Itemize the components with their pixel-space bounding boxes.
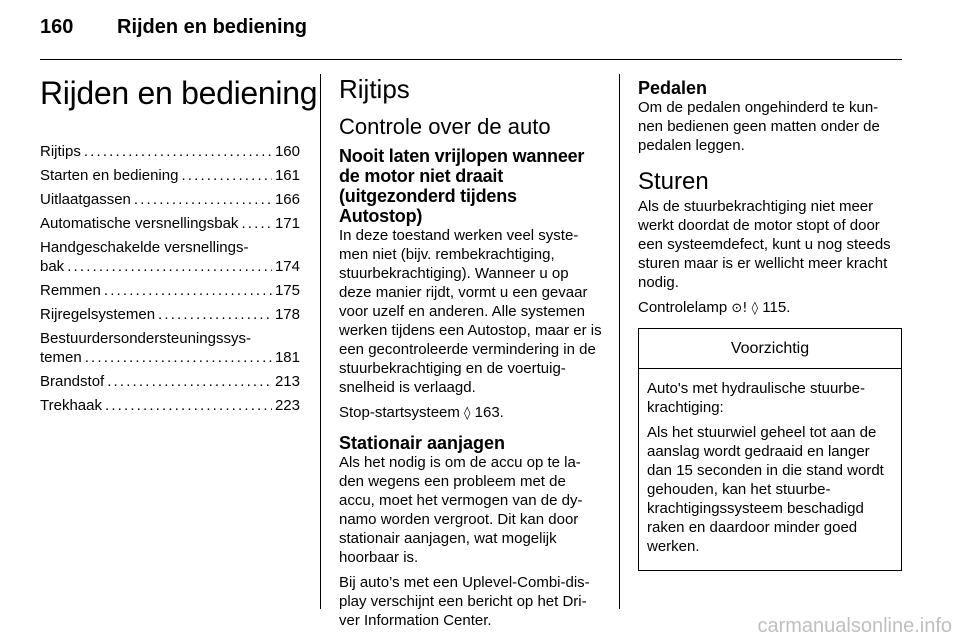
controls-column [638,66,902,571]
heading-idle-boost: Stationair aanjagen [339,433,506,453]
toc-page: 175 [274,282,300,299]
toc-leader [84,142,272,161]
toc-label: Starten en bediening [40,167,179,184]
header-rule [40,59,902,60]
toc-row [40,372,300,391]
toc-entry[interactable] [40,190,300,209]
toc-row [40,257,300,276]
toc-row [40,190,300,209]
indicator-label: Controlelamp [638,299,728,316]
steering-warning-icon: ⊙! [731,301,748,316]
toc-label-line: Bestuurdersondersteuningssys- [40,330,251,347]
chapter-title: Rijden en bediening [40,75,318,111]
toc-page: 174 [274,258,300,275]
heading-steering: Sturen [638,168,709,195]
toc-entry[interactable] [40,214,300,233]
caution-box [638,328,902,571]
section-title: Rijtips [339,74,410,104]
toc-entry[interactable] [40,238,300,276]
caution-text: Auto's met hydraulische stuurbe-krachtiging: [647,380,865,416]
running-header: Rijden en bediening [117,16,308,38]
toc-leader [134,190,272,209]
reference-page: 163. [474,404,504,421]
toc-leader [158,305,272,324]
toc-label: Remmen [40,282,101,299]
toc-label: Automatische versnellingsbak [40,215,239,232]
toc-label: Trekhaak [40,397,102,414]
toc-leader [85,348,272,367]
subsection-title: Controle over de auto [339,114,551,139]
toc-entry[interactable] [40,372,300,391]
watermark: carmanualsonline.info [757,615,952,637]
column-divider-2 [619,74,620,609]
toc-page: 171 [274,215,300,232]
toc-label: Uitlaatgassen [40,191,131,208]
caution-title: Voorzichtig [639,329,901,369]
toc-leader [107,372,272,391]
rijtips-column [339,66,603,636]
toc-leader [67,257,272,276]
reference-page: 115. [762,299,791,316]
cross-reference[interactable] [339,403,603,423]
table-of-contents [40,142,300,415]
toc-leader [181,166,272,185]
toc-label: bak [40,258,65,275]
caution-text: Als het stuurwiel geheel tot aan de aanslag wordt gedraaid en langer dan 15 seconden in die stand wordt gehouden, kan het stuurbe-krachtigingssysteem beschadigd raken en daardoor minder goed werken. [647,424,884,555]
toc-row [40,348,300,367]
toc-entry[interactable] [40,396,300,415]
toc-entry[interactable] [40,142,300,161]
heading-pedals: Pedalen [638,78,708,98]
reference-label: Stop-startsysteem [339,404,460,421]
paragraph: Bij auto’s met een Uplevel-Combi-dis-play verschijnt een bericht op het Dri-ver Information Center. [339,574,590,629]
toc-label: Rijregelsystemen [40,306,156,323]
toc-entry[interactable] [40,166,300,185]
toc-page: 213 [274,373,300,390]
toc-row [40,305,300,324]
paragraph: Als de stuurbekrachtiging niet meer werkt doordat de motor stopt of door een systeemdefect, kunt u nog steeds sturen maar is er wellicht meer kracht nodig. [638,198,891,291]
toc-page: 223 [274,397,300,414]
toc-page: 181 [274,349,300,366]
toc-leader [104,281,272,300]
toc-label: Brandstof [40,373,105,390]
toc-leader [241,214,272,233]
toc-entry[interactable] [40,281,300,300]
toc-label-line: Handgeschakelde versnellings- [40,239,249,256]
toc-page: 178 [274,306,300,323]
paragraph: In deze toestand werken veel syste-men niet (bijv. rembekrachtiging, stuurbekrachtiging). Wanneer u op deze manier rijdt, vormt u een gevaar voor uzelf en anderen. Alle systemen werken tijdens een Autostop, maar er is een gecontroleerde vermindering in de stuurbekrachtiging en de voertuig-snelheid is verlaagd. [339,227,602,396]
toc-page: 160 [274,143,300,160]
heading-freewheel: Nooit laten vrijlopen wanneer de motor niet draait (uitgezonderd tijdens Autostop) [339,146,585,226]
page-reference-icon: ◊ [751,301,759,316]
paragraph: Als het nodig is om de accu op te la-den wegens een probleem met de accu, moet het vermogen van de dy-namo worden vergroot. Dit kan door stationair aanjagen, wat mogelijk hoorbaar is. [339,454,583,566]
toc-row [40,396,300,415]
column-divider-1 [320,74,321,609]
toc-leader [105,396,272,415]
page-number: 160 [40,16,74,38]
page-reference-icon: ◊ [464,406,471,421]
toc-entry[interactable] [40,329,300,367]
toc-label: temen [40,349,82,366]
toc-row [40,166,300,185]
toc-row [40,281,300,300]
paragraph: Om de pedalen ongehinderd te kun-nen bedienen geen matten onder de pedalen leggen. [638,99,880,154]
toc-page: 161 [274,167,300,184]
caution-body [639,369,901,570]
toc-row [40,214,300,233]
toc-page: 166 [274,191,300,208]
indicator-reference[interactable] [638,298,902,318]
toc-column [40,66,318,420]
toc-entry[interactable] [40,305,300,324]
toc-row [40,142,300,161]
toc-label: Rijtips [40,143,81,160]
